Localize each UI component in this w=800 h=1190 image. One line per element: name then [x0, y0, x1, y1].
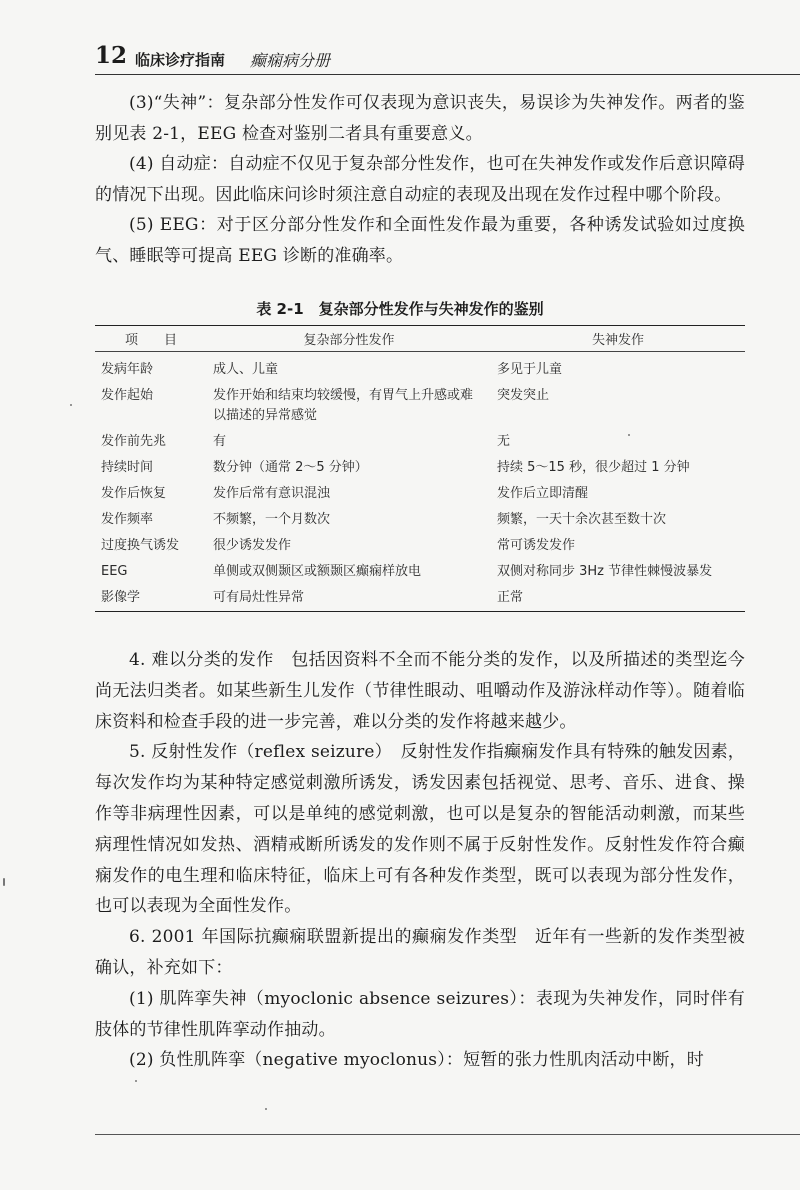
paragraph: (1) 肌阵挛失神（myoclonic absence seizures）：表现为失神发作，同时伴有肢体的节律性肌阵挛动作抽动。 [95, 988, 745, 1040]
table-cell-item: 发作起始 [101, 388, 154, 403]
table-cell: 单侧或双侧颞区或额颞区癫痫样放电 [213, 564, 422, 579]
table-cell: 频繁，一天十余次甚至数十次 [497, 512, 667, 527]
table-row [95, 559, 745, 585]
table-row [95, 585, 745, 612]
body-text-top [95, 88, 745, 271]
table-cell: 发作开始和结束均较缓慢，有胃气上升感或难以描述的异常感觉 [213, 388, 474, 423]
table-cell: 发作后常有意识混浊 [213, 486, 331, 501]
table-cell: 数分钟（通常 2～5 分钟） [213, 460, 368, 475]
paragraph: 4. 难以分类的发作 包括因资料不全而不能分类的发作，以及所描述的类型迄今尚无法归类者。如某些新生儿发作（节律性眼动、咀嚼动作及游泳样动作等）。随着临床资料和检查手段的进一步完善，难以分类的发作将越来越少。 [95, 650, 745, 732]
book-subtitle: 癫痫病分册 [250, 51, 331, 70]
table-cell-item: 发作频率 [101, 512, 154, 527]
paragraph: (5) EEG：对于区分部分性发作和全面性发作最为重要，各种诱发试验如过度换气、睡眠等可提高 EEG 诊断的准确率。 [95, 215, 745, 266]
table-row [95, 352, 745, 384]
page-number: 12 [95, 42, 128, 69]
table-cell-item: 影像学 [101, 590, 141, 605]
table-header-cell: 失神发作 [491, 326, 745, 352]
table-cell: 很少诱发发作 [213, 538, 292, 553]
table-cell: 多见于儿童 [497, 362, 563, 377]
table-header-cell: 复杂部分性发作 [207, 326, 491, 352]
table-row [95, 481, 745, 507]
table-row [95, 383, 745, 429]
table-cell: 有 [213, 434, 227, 449]
table-cell: 持续 5～15 秒，很少超过 1 分钟 [497, 460, 690, 475]
scan-speck [265, 1108, 267, 1110]
table-cell: 无 [497, 434, 511, 449]
scan-speck [628, 434, 630, 436]
table-cell: 突发突止 [497, 388, 550, 403]
running-header [95, 40, 800, 75]
table-cell: 可有局灶性异常 [213, 590, 305, 605]
table-row [95, 455, 745, 481]
table-cell: 双侧对称同步 3Hz 节律性棘慢波暴发 [497, 564, 713, 579]
paragraph: (2) 负性肌阵挛（negative myoclonus）：短暂的张力性肌肉活动中断，时 [129, 1050, 704, 1071]
paragraph: (3)“失神”：复杂部分性发作可仅表现为意识丧失，易误诊为失神发作。两者的鉴别见表 2-1，EEG 检查对鉴别二者具有重要意义。 [95, 93, 745, 144]
table-cell: 不频繁，一个月数次 [213, 512, 331, 527]
book-title: 临床诊疗指南 [135, 51, 226, 69]
scan-speck [3, 878, 5, 886]
body-text-bottom [95, 645, 745, 1076]
footer-rule [95, 1134, 800, 1135]
table-header-cell: 项 目 [95, 326, 207, 352]
scan-speck [135, 1080, 137, 1082]
table-cell: 常可诱发发作 [497, 538, 576, 553]
table-cell-item: 发病年龄 [101, 362, 154, 377]
table-cell-item: EEG [101, 564, 128, 579]
table-cell-item: 发作前先兆 [101, 434, 167, 449]
table-cell-item: 发作后恢复 [101, 486, 167, 501]
table-cell: 发作后立即清醒 [497, 486, 589, 501]
comparison-table [95, 325, 745, 612]
table-cell: 正常 [497, 590, 524, 605]
table-row [95, 507, 745, 533]
paragraph: (4) 自动症：自动症不仅见于复杂部分性发作，也可在失神发作或发作后意识障碍的情况下出现。因此临床问诊时须注意自动症的表现及出现在发作过程中哪个阶段。 [95, 154, 745, 205]
table-caption: 表 2-1 复杂部分性发作与失神发作的鉴别 [256, 300, 544, 318]
table-row [95, 429, 745, 455]
paragraph: 6. 2001 年国际抗癫痫联盟新提出的癫痫发作类型 近年有一些新的发作类型被确认，补充如下： [95, 927, 745, 978]
paragraph: 5. 反射性发作（reflex seizure） 反射性发作指癫痫发作具有特殊的触发因素，每次发作均为某种特定感觉刺激所诱发，诱发因素包括视觉、思考、音乐、进食、操作等非病理性因素，可以是单纯的感觉刺激，也可以是复杂的智能活动刺激，而某些病理性情况如发热、酒精戒断所诱发的发作则不属于反射性发作。反射性发作符合癫痫发作的电生理和临床特征，临床上可有各种发作类型，既可以表现为部分性发作，也可以表现为全面性发作。 [95, 742, 745, 917]
table-row [95, 533, 745, 559]
table-cell-item: 持续时间 [101, 460, 154, 475]
table-cell: 成人、儿童 [213, 362, 279, 377]
table-header-row [95, 326, 745, 352]
table-cell-item: 过度换气诱发 [101, 538, 180, 553]
scan-speck [70, 404, 72, 406]
